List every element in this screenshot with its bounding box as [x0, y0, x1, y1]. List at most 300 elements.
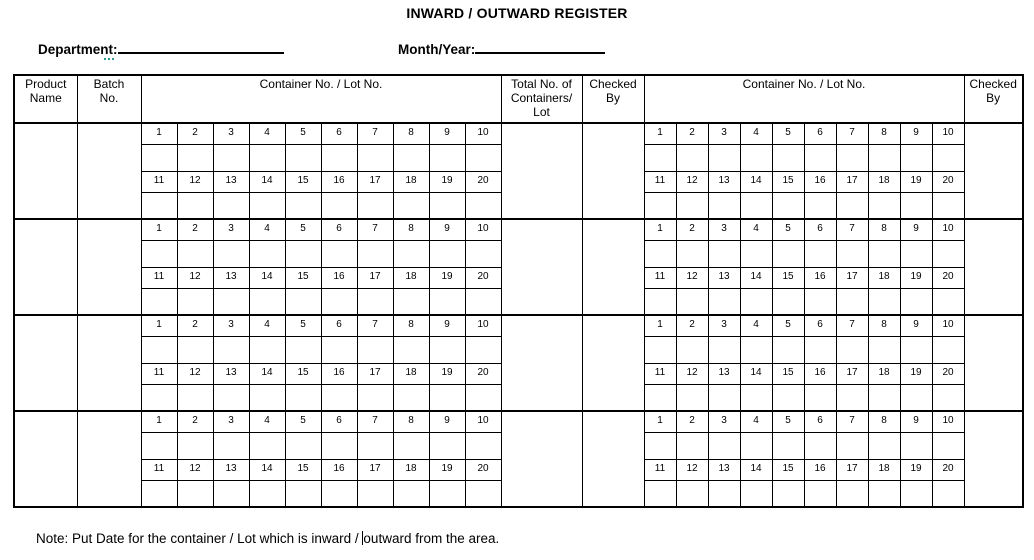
container-number-label: 1 — [644, 219, 676, 240]
container-date-cell[interactable] — [285, 432, 321, 459]
container-number-label: 4 — [740, 315, 772, 336]
department-input-line[interactable] — [118, 39, 284, 54]
container-date-cell[interactable] — [772, 192, 804, 219]
container-date-cell[interactable] — [868, 480, 900, 507]
container-date-cell[interactable] — [249, 144, 285, 171]
container-date-cell[interactable] — [429, 144, 465, 171]
container-date-cell[interactable] — [429, 288, 465, 315]
container-number-label: 18 — [393, 171, 429, 192]
batch-no-cell[interactable] — [77, 219, 141, 315]
container-date-cell[interactable] — [141, 144, 177, 171]
container-date-cell[interactable] — [321, 336, 357, 363]
container-number-label: 8 — [868, 315, 900, 336]
container-date-cell[interactable] — [177, 240, 213, 267]
container-number-label: 19 — [900, 267, 932, 288]
container-number-label: 6 — [321, 123, 357, 144]
container-date-cell[interactable] — [708, 144, 740, 171]
container-date-cell[interactable] — [177, 336, 213, 363]
container-number-label: 11 — [141, 459, 177, 480]
product-name-cell[interactable] — [14, 123, 77, 219]
container-number-label: 15 — [772, 171, 804, 192]
container-date-cell[interactable] — [676, 432, 708, 459]
container-number-label: 6 — [804, 411, 836, 432]
container-date-cell[interactable] — [836, 288, 868, 315]
container-number-label: 2 — [676, 123, 708, 144]
container-date-cell[interactable] — [177, 480, 213, 507]
container-date-cell[interactable] — [804, 288, 836, 315]
container-date-cell[interactable] — [932, 240, 964, 267]
container-number-label: 10 — [932, 315, 964, 336]
container-date-cell[interactable] — [213, 480, 249, 507]
container-date-cell[interactable] — [321, 432, 357, 459]
container-number-label: 14 — [740, 267, 772, 288]
container-date-cell[interactable] — [900, 192, 932, 219]
container-date-cell[interactable] — [676, 480, 708, 507]
container-number-label: 13 — [213, 459, 249, 480]
container-date-cell[interactable] — [836, 432, 868, 459]
container-date-cell[interactable] — [141, 384, 177, 411]
form-fields-row — [0, 39, 1034, 63]
container-date-cell[interactable] — [772, 432, 804, 459]
container-number-label: 20 — [465, 363, 501, 384]
container-number-label: 7 — [357, 219, 393, 240]
container-date-cell[interactable] — [213, 336, 249, 363]
container-number-label: 6 — [804, 219, 836, 240]
container-number-label: 5 — [772, 315, 804, 336]
container-date-cell[interactable] — [393, 432, 429, 459]
inward-outward-register-table — [13, 74, 1024, 508]
checked-by-cell[interactable] — [582, 411, 644, 507]
container-date-cell[interactable] — [644, 192, 676, 219]
container-date-cell[interactable] — [141, 192, 177, 219]
container-date-cell[interactable] — [644, 240, 676, 267]
container-date-cell[interactable] — [868, 144, 900, 171]
register-row — [14, 219, 1023, 240]
container-number-label: 8 — [393, 123, 429, 144]
container-date-cell[interactable] — [357, 432, 393, 459]
container-number-label: 17 — [357, 267, 393, 288]
container-date-cell[interactable] — [177, 144, 213, 171]
container-number-label: 13 — [708, 267, 740, 288]
container-date-cell[interactable] — [900, 240, 932, 267]
container-number-label: 18 — [393, 363, 429, 384]
container-number-label: 8 — [868, 219, 900, 240]
container-date-cell[interactable] — [804, 480, 836, 507]
container-date-cell[interactable] — [676, 384, 708, 411]
container-date-cell[interactable] — [213, 192, 249, 219]
container-date-cell[interactable] — [804, 240, 836, 267]
container-date-cell[interactable] — [836, 336, 868, 363]
container-number-label: 7 — [836, 411, 868, 432]
container-number-label: 7 — [836, 315, 868, 336]
total-containers-cell[interactable] — [501, 123, 582, 219]
container-date-cell[interactable] — [321, 288, 357, 315]
container-date-cell[interactable] — [900, 336, 932, 363]
container-date-cell[interactable] — [141, 432, 177, 459]
container-date-cell[interactable] — [429, 336, 465, 363]
container-number-label: 6 — [321, 411, 357, 432]
container-date-cell[interactable] — [868, 432, 900, 459]
total-containers-cell[interactable] — [501, 315, 582, 411]
container-number-label: 1 — [141, 123, 177, 144]
container-date-cell[interactable] — [804, 384, 836, 411]
container-number-label: 14 — [249, 363, 285, 384]
container-date-cell[interactable] — [740, 144, 772, 171]
container-number-label: 5 — [285, 411, 321, 432]
container-date-cell[interactable] — [465, 144, 501, 171]
container-number-label: 2 — [177, 411, 213, 432]
container-date-cell[interactable] — [932, 480, 964, 507]
container-number-label: 5 — [772, 219, 804, 240]
container-date-cell[interactable] — [141, 240, 177, 267]
container-date-cell[interactable] — [357, 480, 393, 507]
container-date-cell[interactable] — [429, 192, 465, 219]
container-date-cell[interactable] — [804, 144, 836, 171]
container-date-cell[interactable] — [932, 336, 964, 363]
container-date-cell[interactable] — [740, 480, 772, 507]
container-date-cell[interactable] — [321, 192, 357, 219]
container-date-cell[interactable] — [321, 480, 357, 507]
container-date-cell[interactable] — [285, 192, 321, 219]
container-date-cell[interactable] — [357, 288, 393, 315]
container-number-label: 16 — [321, 363, 357, 384]
container-number-label: 12 — [676, 363, 708, 384]
container-date-cell[interactable] — [249, 432, 285, 459]
container-number-label: 16 — [804, 363, 836, 384]
container-date-cell[interactable] — [213, 144, 249, 171]
container-number-label: 9 — [429, 123, 465, 144]
container-date-cell[interactable] — [708, 480, 740, 507]
container-date-cell[interactable] — [772, 240, 804, 267]
product-name-cell[interactable] — [14, 315, 77, 411]
container-number-label: 19 — [900, 363, 932, 384]
checked-by-cell[interactable] — [582, 315, 644, 411]
container-number-label: 7 — [357, 411, 393, 432]
container-number-label: 18 — [868, 267, 900, 288]
container-date-cell[interactable] — [141, 288, 177, 315]
container-number-label: 1 — [141, 411, 177, 432]
container-date-cell[interactable] — [644, 288, 676, 315]
container-number-label: 8 — [868, 411, 900, 432]
container-number-label: 4 — [249, 123, 285, 144]
table-header-row — [14, 75, 1023, 123]
container-date-cell[interactable] — [465, 192, 501, 219]
container-number-label: 3 — [213, 123, 249, 144]
container-date-cell[interactable] — [772, 384, 804, 411]
batch-no-cell[interactable] — [77, 315, 141, 411]
container-number-label: 11 — [141, 363, 177, 384]
container-date-cell[interactable] — [708, 432, 740, 459]
container-number-label: 6 — [804, 315, 836, 336]
container-number-label: 15 — [285, 459, 321, 480]
container-number-label: 17 — [357, 459, 393, 480]
container-number-label: 17 — [836, 363, 868, 384]
container-date-cell[interactable] — [900, 288, 932, 315]
container-number-label: 4 — [249, 315, 285, 336]
container-date-cell[interactable] — [465, 336, 501, 363]
container-date-cell[interactable] — [213, 432, 249, 459]
container-number-label: 10 — [932, 219, 964, 240]
batch-no-cell[interactable] — [77, 123, 141, 219]
container-date-cell[interactable] — [393, 144, 429, 171]
container-number-label: 9 — [900, 123, 932, 144]
container-date-cell[interactable] — [804, 192, 836, 219]
container-number-label: 10 — [932, 123, 964, 144]
container-date-cell[interactable] — [285, 288, 321, 315]
container-date-cell[interactable] — [357, 336, 393, 363]
container-date-cell[interactable] — [465, 432, 501, 459]
container-number-label: 11 — [644, 267, 676, 288]
checked-by-cell[interactable] — [964, 315, 1023, 411]
container-date-cell[interactable] — [772, 480, 804, 507]
container-date-cell[interactable] — [900, 144, 932, 171]
container-date-cell[interactable] — [285, 240, 321, 267]
container-date-cell[interactable] — [740, 384, 772, 411]
register-row — [14, 123, 1023, 144]
container-date-cell[interactable] — [708, 288, 740, 315]
container-number-label: 3 — [708, 315, 740, 336]
header-checked-by-right: Checked By — [964, 75, 1023, 123]
container-date-cell[interactable] — [868, 384, 900, 411]
total-containers-cell[interactable] — [501, 219, 582, 315]
container-number-label: 15 — [772, 363, 804, 384]
container-number-label: 10 — [465, 219, 501, 240]
container-number-label: 8 — [393, 219, 429, 240]
checked-by-cell[interactable] — [964, 219, 1023, 315]
department-label: Department: — [38, 42, 118, 57]
container-date-cell[interactable] — [708, 240, 740, 267]
container-number-label: 1 — [141, 315, 177, 336]
container-number-label: 15 — [772, 459, 804, 480]
container-number-label: 19 — [429, 171, 465, 192]
container-number-label: 18 — [868, 459, 900, 480]
container-date-cell[interactable] — [357, 192, 393, 219]
container-date-cell[interactable] — [900, 384, 932, 411]
month-year-label: Month/Year: — [398, 42, 476, 57]
container-date-cell[interactable] — [465, 288, 501, 315]
container-date-cell[interactable] — [772, 144, 804, 171]
container-number-label: 14 — [740, 459, 772, 480]
register-row — [14, 411, 1023, 432]
container-number-label: 2 — [676, 219, 708, 240]
product-name-cell[interactable] — [14, 411, 77, 507]
container-date-cell[interactable] — [676, 288, 708, 315]
container-date-cell[interactable] — [772, 288, 804, 315]
container-number-label: 17 — [836, 459, 868, 480]
container-date-cell[interactable] — [676, 240, 708, 267]
checked-by-cell[interactable] — [582, 219, 644, 315]
container-date-cell[interactable] — [772, 336, 804, 363]
container-date-cell[interactable] — [249, 192, 285, 219]
container-date-cell[interactable] — [429, 480, 465, 507]
container-date-cell[interactable] — [868, 192, 900, 219]
container-date-cell[interactable] — [249, 384, 285, 411]
container-date-cell[interactable] — [740, 288, 772, 315]
container-date-cell[interactable] — [393, 384, 429, 411]
container-number-label: 12 — [177, 171, 213, 192]
container-date-cell[interactable] — [177, 288, 213, 315]
container-number-label: 2 — [177, 219, 213, 240]
container-date-cell[interactable] — [932, 288, 964, 315]
container-date-cell[interactable] — [357, 144, 393, 171]
container-date-cell[interactable] — [357, 384, 393, 411]
container-date-cell[interactable] — [836, 384, 868, 411]
container-number-label: 14 — [740, 363, 772, 384]
container-number-label: 20 — [932, 363, 964, 384]
container-date-cell[interactable] — [285, 480, 321, 507]
container-number-label: 18 — [868, 171, 900, 192]
container-date-cell[interactable] — [868, 336, 900, 363]
container-date-cell[interactable] — [868, 288, 900, 315]
spellcheck-squiggle — [104, 58, 115, 60]
container-date-cell[interactable] — [740, 432, 772, 459]
container-date-cell[interactable] — [213, 288, 249, 315]
container-date-cell[interactable] — [900, 480, 932, 507]
container-number-label: 15 — [285, 267, 321, 288]
container-date-cell[interactable] — [644, 432, 676, 459]
container-date-cell[interactable] — [285, 144, 321, 171]
container-number-label: 3 — [213, 219, 249, 240]
container-date-cell[interactable] — [393, 192, 429, 219]
container-date-cell[interactable] — [285, 384, 321, 411]
container-number-label: 7 — [357, 123, 393, 144]
container-date-cell[interactable] — [676, 144, 708, 171]
container-date-cell[interactable] — [836, 480, 868, 507]
container-number-label: 11 — [141, 171, 177, 192]
container-date-cell[interactable] — [249, 240, 285, 267]
container-number-label: 9 — [900, 411, 932, 432]
container-date-cell[interactable] — [644, 384, 676, 411]
container-number-label: 12 — [676, 459, 708, 480]
container-date-cell[interactable] — [177, 432, 213, 459]
checked-by-cell[interactable] — [964, 123, 1023, 219]
container-number-label: 5 — [772, 123, 804, 144]
container-number-label: 16 — [804, 171, 836, 192]
container-date-cell[interactable] — [804, 432, 836, 459]
container-date-cell[interactable] — [429, 384, 465, 411]
container-number-label: 4 — [249, 411, 285, 432]
container-date-cell[interactable] — [249, 288, 285, 315]
container-date-cell[interactable] — [836, 240, 868, 267]
container-date-cell[interactable] — [321, 240, 357, 267]
container-number-label: 13 — [213, 267, 249, 288]
container-number-label: 5 — [285, 315, 321, 336]
container-date-cell[interactable] — [932, 192, 964, 219]
container-date-cell[interactable] — [393, 336, 429, 363]
container-date-cell[interactable] — [141, 336, 177, 363]
container-number-label: 17 — [836, 171, 868, 192]
container-number-label: 9 — [429, 411, 465, 432]
container-date-cell[interactable] — [836, 144, 868, 171]
container-date-cell[interactable] — [740, 192, 772, 219]
container-date-cell[interactable] — [285, 336, 321, 363]
container-number-label: 15 — [285, 171, 321, 192]
container-date-cell[interactable] — [393, 288, 429, 315]
container-number-label: 2 — [676, 411, 708, 432]
container-number-label: 12 — [177, 363, 213, 384]
container-date-cell[interactable] — [900, 432, 932, 459]
container-number-label: 7 — [836, 123, 868, 144]
container-number-label: 13 — [708, 171, 740, 192]
container-date-cell[interactable] — [321, 144, 357, 171]
container-date-cell[interactable] — [357, 240, 393, 267]
container-number-label: 2 — [676, 315, 708, 336]
container-date-cell[interactable] — [465, 384, 501, 411]
container-number-label: 9 — [429, 315, 465, 336]
container-date-cell[interactable] — [836, 192, 868, 219]
container-number-label: 14 — [249, 459, 285, 480]
container-date-cell[interactable] — [249, 480, 285, 507]
container-number-label: 6 — [321, 315, 357, 336]
container-date-cell[interactable] — [429, 240, 465, 267]
container-number-label: 3 — [708, 123, 740, 144]
container-date-cell[interactable] — [932, 144, 964, 171]
container-date-cell[interactable] — [321, 384, 357, 411]
container-date-cell[interactable] — [429, 432, 465, 459]
container-date-cell[interactable] — [932, 384, 964, 411]
month-year-input-line[interactable] — [475, 39, 605, 54]
checked-by-cell[interactable] — [582, 123, 644, 219]
container-date-cell[interactable] — [465, 480, 501, 507]
container-date-cell[interactable] — [465, 240, 501, 267]
container-date-cell[interactable] — [676, 192, 708, 219]
container-date-cell[interactable] — [708, 192, 740, 219]
container-date-cell[interactable] — [213, 240, 249, 267]
container-date-cell[interactable] — [393, 480, 429, 507]
container-number-label: 4 — [249, 219, 285, 240]
container-number-label: 1 — [644, 123, 676, 144]
container-date-cell[interactable] — [644, 480, 676, 507]
container-date-cell[interactable] — [868, 240, 900, 267]
container-date-cell[interactable] — [740, 336, 772, 363]
container-date-cell[interactable] — [177, 384, 213, 411]
header-checked-by-left: Checked By — [582, 75, 644, 123]
container-date-cell[interactable] — [177, 192, 213, 219]
batch-no-cell[interactable] — [77, 411, 141, 507]
container-number-label: 13 — [213, 171, 249, 192]
container-date-cell[interactable] — [804, 336, 836, 363]
note-text-after: outward from the area. — [363, 531, 500, 546]
container-date-cell[interactable] — [213, 384, 249, 411]
container-number-label: 9 — [429, 219, 465, 240]
container-number-label: 16 — [321, 267, 357, 288]
container-number-label: 13 — [213, 363, 249, 384]
container-date-cell[interactable] — [249, 336, 285, 363]
container-date-cell[interactable] — [708, 384, 740, 411]
container-date-cell[interactable] — [644, 336, 676, 363]
container-number-label: 5 — [285, 123, 321, 144]
container-number-label: 2 — [177, 315, 213, 336]
container-number-label: 4 — [740, 123, 772, 144]
container-date-cell[interactable] — [740, 240, 772, 267]
container-date-cell[interactable] — [141, 480, 177, 507]
department-field — [38, 39, 284, 57]
container-date-cell[interactable] — [393, 240, 429, 267]
container-date-cell[interactable] — [932, 432, 964, 459]
product-name-cell[interactable] — [14, 219, 77, 315]
header-container-lot-right: Container No. / Lot No. — [644, 75, 964, 123]
total-containers-cell[interactable] — [501, 411, 582, 507]
checked-by-cell[interactable] — [964, 411, 1023, 507]
container-number-label: 19 — [900, 459, 932, 480]
container-number-label: 17 — [357, 363, 393, 384]
register-body — [14, 123, 1023, 507]
container-date-cell[interactable] — [676, 336, 708, 363]
container-number-label: 1 — [141, 219, 177, 240]
container-date-cell[interactable] — [644, 144, 676, 171]
container-date-cell[interactable] — [708, 336, 740, 363]
header-product-name: Product Name — [14, 75, 77, 123]
